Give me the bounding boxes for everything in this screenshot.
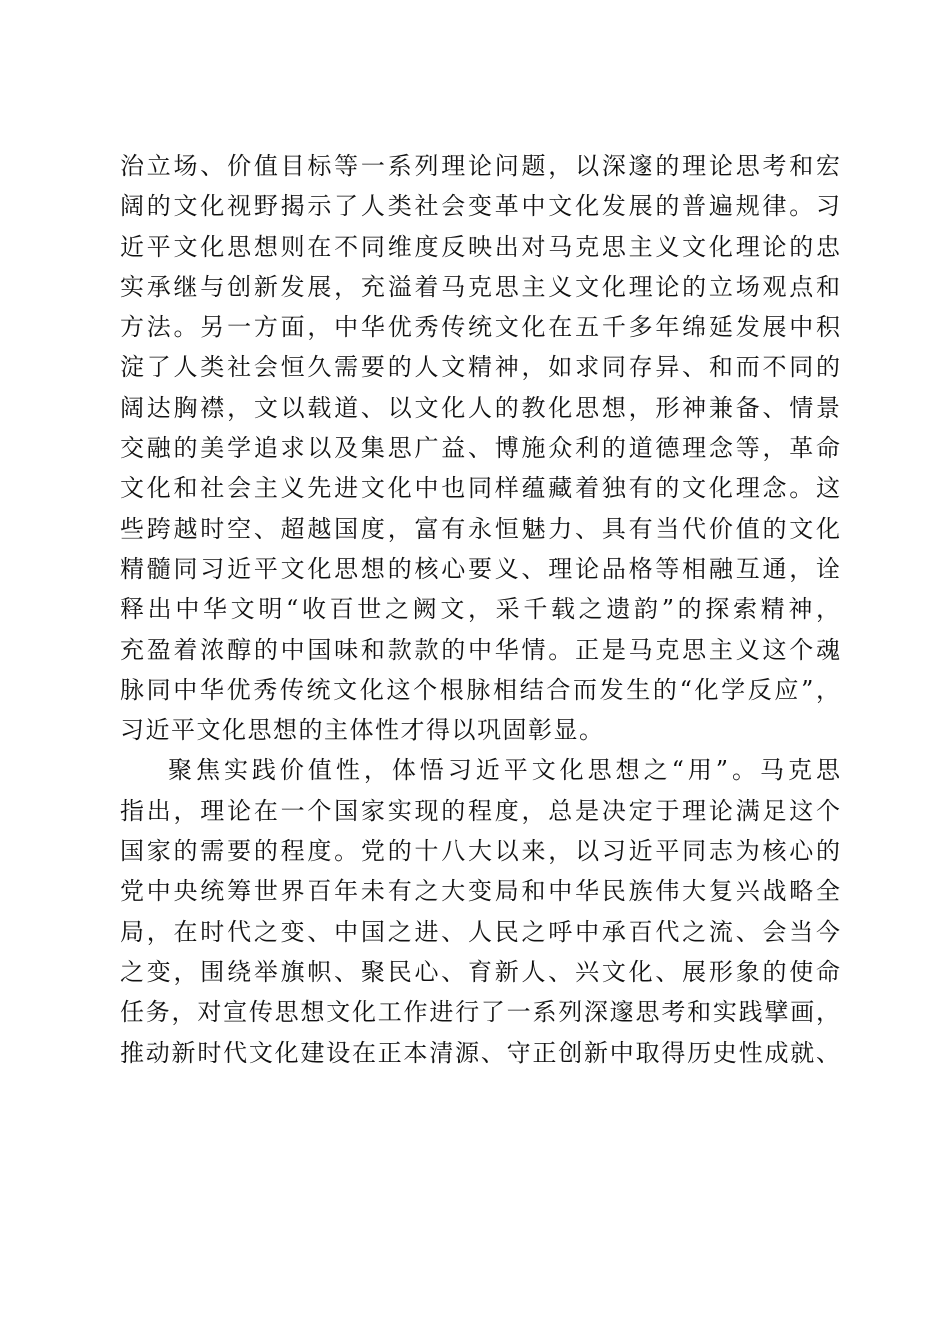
- body-text: [120, 146, 840, 1073]
- text-line: 阔的文化视野揭示了人类社会变革中文化发展的普遍规律。习: [120, 192, 840, 221]
- text-line: 脉同中华优秀传统文化这个根脉相结合而发生的“化学反应”，: [120, 675, 840, 704]
- text-line: 之变，围绕举旗帜、聚民心、育新人、兴文化、展形象的使命: [120, 957, 840, 986]
- text-line: 指出，理论在一个国家实现的程度，总是决定于理论满足这个: [120, 796, 840, 825]
- text-line: 实承继与创新发展，充溢着马克思主义文化理论的立场观点和: [120, 272, 840, 301]
- text-line: 党中央统筹世界百年未有之大变局和中华民族伟大复兴战略全: [120, 877, 840, 906]
- paragraph-end-line: 习近平文化思想的主体性才得以巩固彰显。: [120, 716, 605, 745]
- text-line: 治立场、价值目标等一系列理论问题，以深邃的理论思考和宏: [120, 152, 840, 180]
- text-line: 任务，对宣传思想文化工作进行了一系列深邃思考和实践擘画，: [120, 998, 840, 1027]
- text-line: 国家的需要的程度。党的十八大以来，以习近平同志为核心的: [120, 837, 840, 866]
- paragraph-start-line: 聚焦实践价值性，体悟习近平文化思想之“用”。马克思: [168, 756, 840, 785]
- text-line: 释出中华文明“收百世之阙文，采千载之遗韵”的探索精神，: [120, 595, 840, 624]
- text-line: 交融的美学追求以及集思广益、博施众利的道德理念等，革命: [120, 434, 840, 463]
- text-line: 阔达胸襟，文以载道、以文化人的教化思想，形神兼备、情景: [120, 393, 840, 422]
- text-line: 淀了人类社会恒久需要的人文精神，如求同存异、和而不同的: [120, 353, 840, 382]
- text-line: 充盈着浓醇的中国味和款款的中华情。正是马克思主义这个魂: [120, 635, 840, 664]
- text-line: 些跨越时空、超越国度，富有永恒魅力、具有当代价值的文化: [120, 514, 840, 543]
- text-line: 文化和社会主义先进文化中也同样蕴藏着独有的文化理念。这: [120, 474, 840, 503]
- text-line: 推动新时代文化建设在正本清源、守正创新中取得历史性成就、: [120, 1038, 840, 1067]
- text-line: 方法。另一方面，中华优秀传统文化在五千多年绵延发展中积: [120, 313, 840, 342]
- text-line: 精髓同习近平文化思想的核心要义、理论品格等相融互通，诠: [120, 554, 840, 583]
- text-line: 局，在时代之变、中国之进、人民之呼中承百代之流、会当今: [120, 917, 840, 946]
- text-line: 近平文化思想则在不同维度反映出对马克思主义文化理论的忠: [120, 232, 840, 261]
